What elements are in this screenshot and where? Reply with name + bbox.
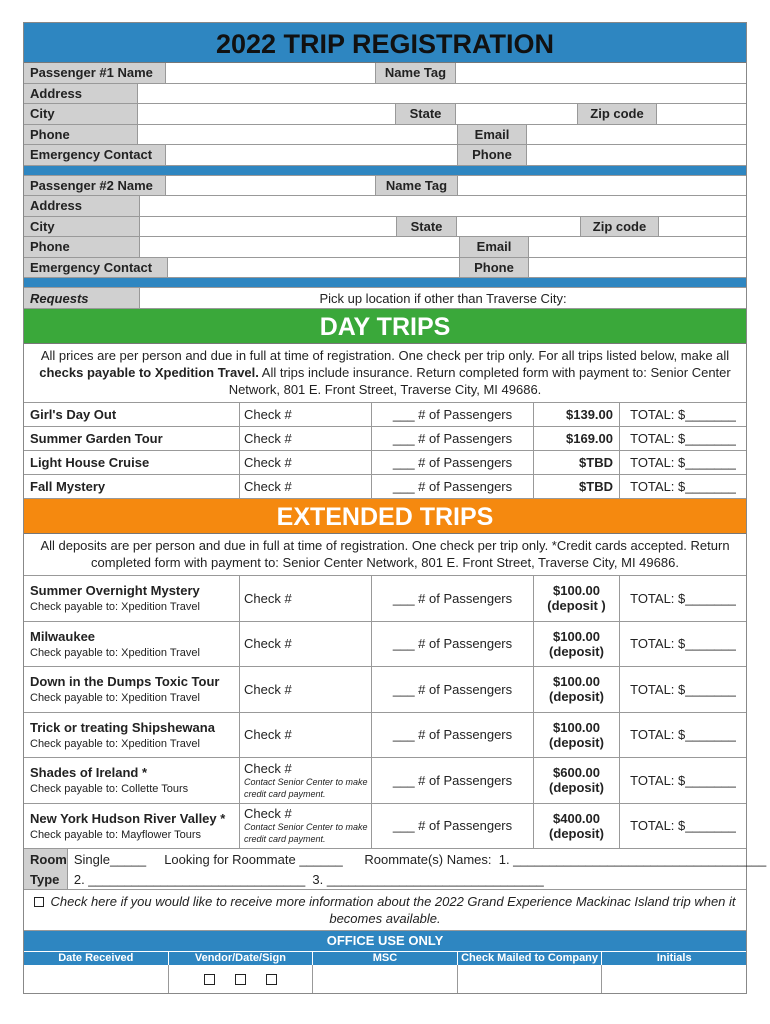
passenger-1-emergency-phone-label: Phone xyxy=(458,145,527,165)
passenger-1-zip-field[interactable] xyxy=(657,104,746,124)
passenger-1-city-field[interactable] xyxy=(138,104,396,124)
extended-trips-table xyxy=(24,576,746,849)
check-number-cell[interactable] xyxy=(240,758,372,803)
extended-trip-price-cell xyxy=(534,667,620,712)
passenger-1-zip-label: Zip code xyxy=(578,104,657,124)
extended-trip-row xyxy=(24,576,746,622)
divider xyxy=(24,166,746,176)
total-field[interactable]: TOTAL: $_______ xyxy=(630,818,736,834)
extended-trip-payable: Check payable to: Mayflower Tours xyxy=(30,828,201,841)
day-trips-intro-bold: checks payable to Xpedition Travel. xyxy=(39,365,259,380)
room-type-fields[interactable] xyxy=(68,849,766,889)
extended-trip-price: $100.00 xyxy=(553,583,600,599)
divider xyxy=(24,278,746,288)
extended-trip-name: Summer Overnight Mystery xyxy=(30,583,200,599)
passenger-2-phone-label: Phone xyxy=(24,237,140,257)
room-line-1[interactable]: Single_____ Looking for Roommate ______ Roommate(s) Names: 1. ___________________________________ xyxy=(73,851,767,867)
passenger-1-section xyxy=(24,63,746,166)
passenger-1-email-field[interactable] xyxy=(527,125,746,145)
passenger-1-emergency-label: Emergency Contact xyxy=(24,145,166,165)
day-trip-row xyxy=(24,403,746,427)
extended-trip-price-cell xyxy=(534,758,620,803)
passenger-1-city-label: City xyxy=(24,104,138,124)
day-trips-header: DAY TRIPS xyxy=(24,309,746,344)
extended-trip-cell xyxy=(24,667,240,712)
passenger-1-name-field[interactable] xyxy=(166,63,376,83)
office-use-columns xyxy=(24,951,746,965)
extended-trip-cell xyxy=(24,576,240,621)
check-number-field[interactable]: Check # xyxy=(240,403,372,426)
day-trips-intro-b: All trips include insurance. Return completed form with payment to: Senior Center Network, 801 E. Front Street, Traverse City, MI 49686. xyxy=(228,365,731,397)
room-line-2[interactable]: 2. ______________________________ 3. ______________________________ xyxy=(73,871,544,887)
extended-trip-payable: Check payable to: Collette Tours xyxy=(30,783,189,796)
office-date-received-cell[interactable] xyxy=(24,965,169,993)
office-column-header: Vendor/Date/Sign xyxy=(169,952,314,965)
office-msc-cell[interactable] xyxy=(313,965,458,993)
total-field[interactable]: TOTAL: $_______ xyxy=(630,772,736,788)
deposit-label: (deposit) xyxy=(549,825,604,841)
day-trips-intro xyxy=(24,344,746,403)
passenger-1-emergency-phone-field[interactable] xyxy=(527,145,746,165)
day-trip-row xyxy=(24,475,746,499)
passengers-field[interactable]: ___ # of Passengers xyxy=(372,451,534,474)
extended-trip-row xyxy=(24,713,746,759)
credit-card-note: Contact Senior Center to make credit card payment. xyxy=(244,776,368,799)
room-type-label xyxy=(24,849,68,889)
deposit-label: (deposit) xyxy=(549,734,604,750)
extended-trip-price: $600.00 xyxy=(553,765,600,781)
passenger-1-phone-label: Phone xyxy=(24,125,138,145)
extended-trip-name: Shades of Ireland * xyxy=(30,765,148,781)
day-trip-row xyxy=(24,451,746,475)
day-trip-name: Light House Cruise xyxy=(24,451,240,474)
day-trip-price: $169.00 xyxy=(534,427,620,450)
extended-trip-name: New York Hudson River Valley * xyxy=(30,810,226,826)
extended-trip-cell xyxy=(24,622,240,667)
passengers-field[interactable]: ___ # of Passengers xyxy=(372,804,534,849)
deposit-label: (deposit) xyxy=(549,780,604,796)
extended-trip-cell xyxy=(24,713,240,758)
deposit-label: (deposit ) xyxy=(547,598,606,614)
extended-trip-price-cell xyxy=(534,576,620,621)
passenger-1-name-tag-field[interactable] xyxy=(456,63,746,83)
passenger-2-emergency-phone-label: Phone xyxy=(460,258,529,278)
extended-trip-name: Down in the Dumps Toxic Tour xyxy=(30,674,220,690)
day-trip-name: Summer Garden Tour xyxy=(24,427,240,450)
extended-trip-price-cell xyxy=(534,713,620,758)
office-column-header: Check Mailed to Company xyxy=(458,952,603,965)
date-checkbox[interactable] xyxy=(235,974,246,985)
extended-trip-row xyxy=(24,622,746,668)
check-number-cell[interactable] xyxy=(240,713,372,758)
credit-card-note: Contact Senior Center to make credit card payment. xyxy=(244,822,368,845)
check-number-cell[interactable] xyxy=(240,804,372,849)
extended-trip-price-cell xyxy=(534,804,620,849)
day-trip-price: $139.00 xyxy=(534,403,620,426)
extended-trip-payable: Check payable to: Xpedition Travel xyxy=(30,692,200,705)
registration-form xyxy=(23,22,767,994)
check-number-field[interactable]: Check # xyxy=(240,475,372,498)
passengers-field[interactable]: ___ # of Passengers xyxy=(372,622,534,667)
passenger-1-state-field[interactable] xyxy=(456,104,578,124)
passenger-2-zip-field[interactable] xyxy=(659,217,746,237)
day-trip-name: Fall Mystery xyxy=(24,475,240,498)
total-field[interactable]: TOTAL: $_______ xyxy=(630,727,736,743)
office-use-body xyxy=(24,965,746,993)
total-field[interactable]: TOTAL: $_______ xyxy=(630,431,736,446)
check-number-field[interactable]: Check # xyxy=(244,806,292,822)
mackinac-checkbox[interactable] xyxy=(34,897,44,907)
passenger-1-emergency-field[interactable] xyxy=(166,145,458,165)
passenger-2-name-field[interactable] xyxy=(166,176,376,196)
passenger-1-name-tag-label: Name Tag xyxy=(376,63,456,83)
passenger-2-address-label: Address xyxy=(24,196,140,216)
office-vendor-cell[interactable] xyxy=(169,965,314,993)
extended-trips-header: EXTENDED TRIPS xyxy=(24,499,746,534)
passenger-2-name-tag-field[interactable] xyxy=(458,176,746,196)
day-trip-row xyxy=(24,427,746,451)
passenger-2-emergency-label: Emergency Contact xyxy=(24,258,168,278)
passengers-field[interactable]: ___ # of Passengers xyxy=(372,713,534,758)
requests-field[interactable]: Pick up location if other than Traverse City: xyxy=(140,288,746,308)
check-number-field[interactable]: Check # xyxy=(244,760,292,776)
day-trips-table xyxy=(24,403,746,499)
passenger-2-name-label: Passenger #2 Name xyxy=(24,176,166,196)
office-column-header: Initials xyxy=(656,952,692,964)
extended-trip-cell xyxy=(24,804,240,849)
passenger-2-zip-label: Zip code xyxy=(581,217,659,237)
check-number-field[interactable]: Check # xyxy=(244,590,292,606)
passenger-1-state-label: State xyxy=(396,104,456,124)
passenger-2-section xyxy=(24,176,746,279)
requests-row xyxy=(24,288,746,309)
extended-trip-row xyxy=(24,804,746,850)
day-trip-name: Girl's Day Out xyxy=(24,403,240,426)
total-field[interactable]: TOTAL: $_______ xyxy=(630,407,736,422)
passengers-field[interactable]: ___ # of Passengers xyxy=(372,475,534,498)
passenger-2-city-label: City xyxy=(24,217,140,237)
deposit-label: (deposit) xyxy=(549,643,604,659)
passenger-2-state-label: State xyxy=(397,217,457,237)
passengers-field[interactable]: ___ # of Passengers xyxy=(372,427,534,450)
passenger-2-state-field[interactable] xyxy=(457,217,581,237)
extended-trip-price: $400.00 xyxy=(553,810,600,826)
check-number-field[interactable]: Check # xyxy=(244,681,292,697)
extended-trip-row xyxy=(24,667,746,713)
office-check-mailed-cell[interactable] xyxy=(458,965,603,993)
extended-trip-name: Trick or treating Shipshewana xyxy=(30,719,215,735)
passenger-2-city-field[interactable] xyxy=(140,217,397,237)
type-label: Type xyxy=(30,871,60,887)
total-field[interactable]: TOTAL: $_______ xyxy=(630,590,736,606)
passenger-1-name-label: Passenger #1 Name xyxy=(24,63,166,83)
passenger-1-address-label: Address xyxy=(24,84,138,104)
check-number-cell[interactable] xyxy=(240,622,372,667)
check-number-field[interactable]: Check # xyxy=(240,451,372,474)
day-trip-price: $TBD xyxy=(534,475,620,498)
extended-trips-intro: All deposits are per person and due in full at time of registration. One check per trip only. *Credit cards accepted. Return completed form with payment to: Senior Center Network, 801 E. Front Street, Traverse City, MI 49686. xyxy=(24,534,746,576)
extended-trip-price: $100.00 xyxy=(553,719,600,735)
total-field[interactable]: TOTAL: $_______ xyxy=(630,636,736,652)
passenger-2-emergency-field[interactable] xyxy=(168,258,460,278)
extended-trip-payable: Check payable to: Xpedition Travel xyxy=(30,737,200,750)
passenger-2-name-tag-label: Name Tag xyxy=(376,176,458,196)
mackinac-text: Check here if you would like to receive more information about the 2022 Grand Experience Mackinac Island trip when it becomes available. xyxy=(50,894,736,926)
total-field[interactable]: TOTAL: $_______ xyxy=(630,455,736,470)
form-title: 2022 TRIP REGISTRATION xyxy=(24,23,746,63)
passengers-field[interactable]: ___ # of Passengers xyxy=(372,576,534,621)
mackinac-info-row[interactable] xyxy=(24,890,746,931)
passenger-1-address-field[interactable] xyxy=(138,84,746,104)
passenger-1-phone-field[interactable] xyxy=(138,125,458,145)
passenger-2-address-field[interactable] xyxy=(140,196,746,216)
passenger-2-email-label: Email xyxy=(460,237,529,257)
requests-label: Requests xyxy=(24,288,140,308)
room-label: Room xyxy=(30,851,67,867)
passengers-field[interactable]: ___ # of Passengers xyxy=(372,403,534,426)
extended-trip-price: $100.00 xyxy=(553,674,600,690)
day-trips-intro-a: All prices are per person and due in full at time of registration. One check per trip only. For all trips listed below, make all xyxy=(40,348,730,363)
check-number-field[interactable]: Check # xyxy=(240,427,372,450)
office-column-header: MSC xyxy=(313,952,458,965)
check-number-field[interactable]: Check # xyxy=(244,636,292,652)
deposit-label: (deposit) xyxy=(549,689,604,705)
vendor-checkbox[interactable] xyxy=(204,974,215,985)
extended-trip-name: Milwaukee xyxy=(30,628,96,644)
room-type-row xyxy=(24,849,767,890)
extended-trip-price-cell xyxy=(534,622,620,667)
extended-trip-payable: Check payable to: Xpedition Travel xyxy=(30,601,200,614)
office-use-title: OFFICE USE ONLY xyxy=(24,931,746,951)
extended-trip-row xyxy=(24,758,746,804)
passenger-2-emergency-phone-field[interactable] xyxy=(529,258,746,278)
office-column-header: Date Received xyxy=(24,952,169,965)
day-trip-price: $TBD xyxy=(534,451,620,474)
passenger-2-email-field[interactable] xyxy=(529,237,746,257)
office-initials-cell[interactable] xyxy=(602,965,746,993)
extended-trip-cell xyxy=(24,758,240,803)
passenger-2-phone-field[interactable] xyxy=(140,237,460,257)
total-field[interactable]: TOTAL: $_______ xyxy=(630,681,736,697)
passengers-field[interactable]: ___ # of Passengers xyxy=(372,667,534,712)
extended-trip-payable: Check payable to: Xpedition Travel xyxy=(30,646,200,659)
extended-trip-price: $100.00 xyxy=(553,628,600,644)
check-number-cell[interactable] xyxy=(240,667,372,712)
total-field[interactable]: TOTAL: $_______ xyxy=(630,479,736,494)
check-number-field[interactable]: Check # xyxy=(244,727,292,743)
passengers-field[interactable]: ___ # of Passengers xyxy=(372,758,534,803)
check-number-cell[interactable] xyxy=(240,576,372,621)
passenger-1-email-label: Email xyxy=(458,125,527,145)
sign-checkbox[interactable] xyxy=(266,974,277,985)
